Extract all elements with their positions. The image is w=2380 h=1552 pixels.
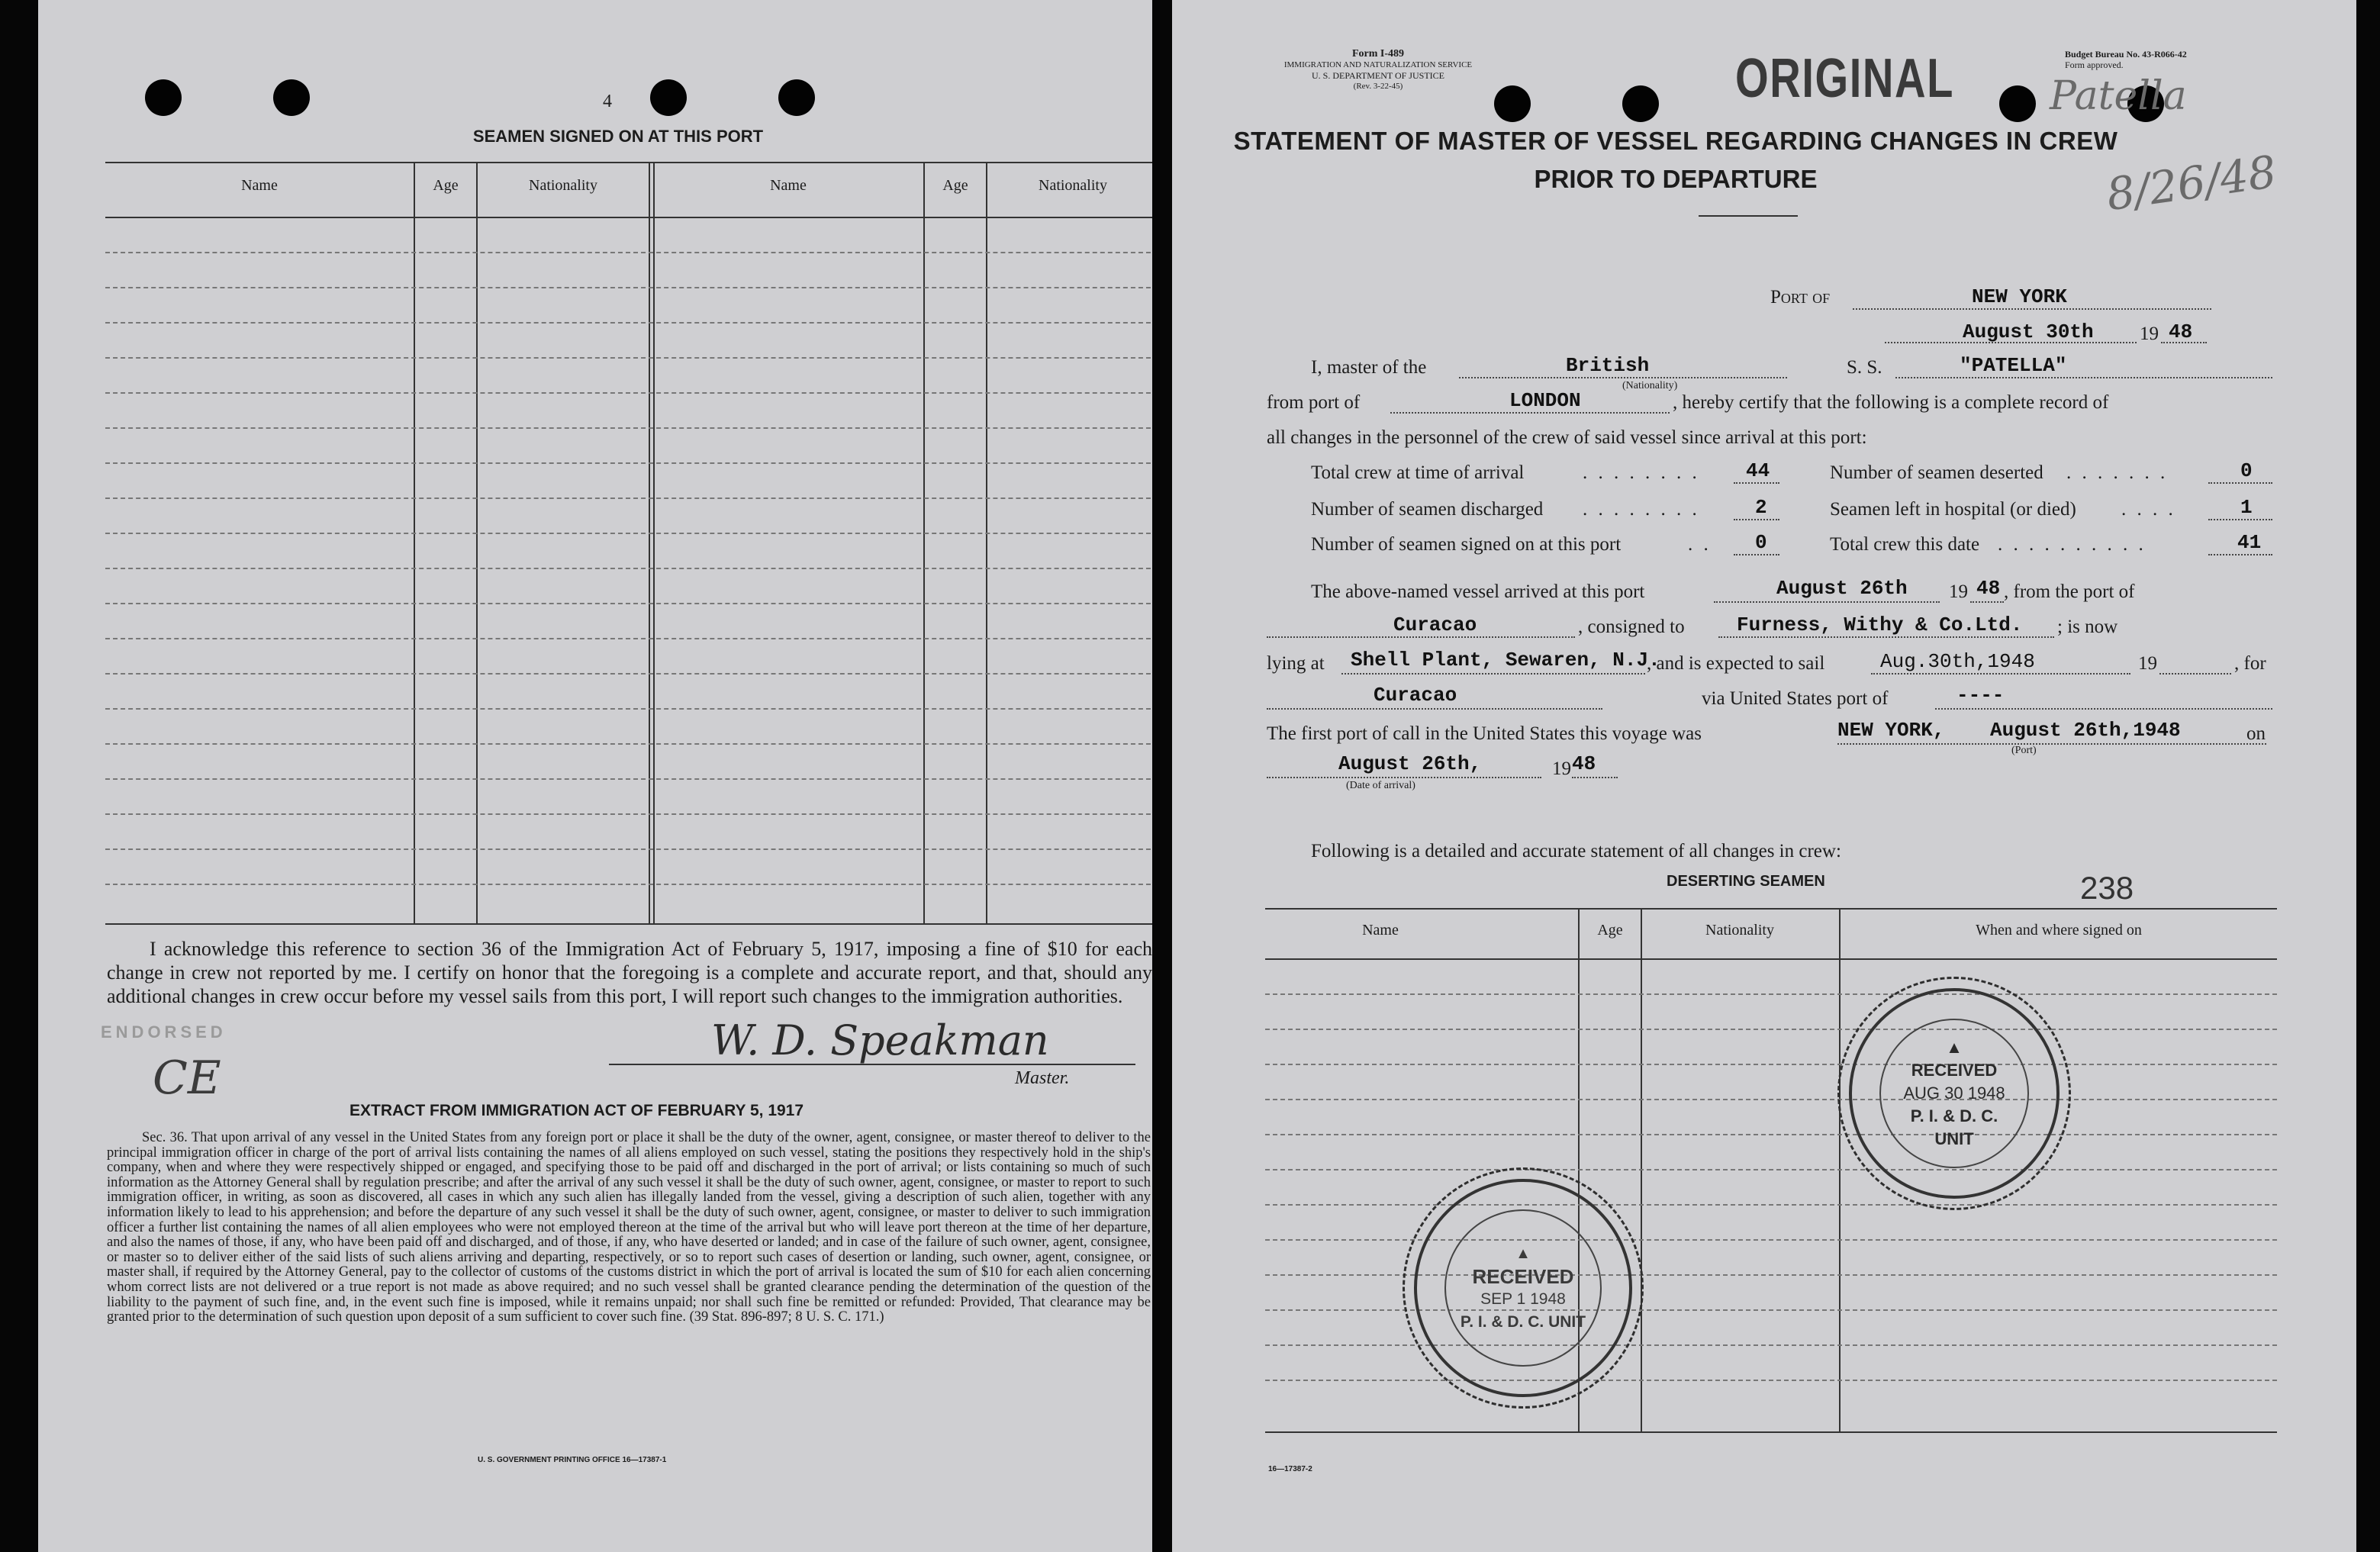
certify-text: , hereby certify that the following is a complete record of: [1673, 392, 2109, 413]
all-changes-text: all changes in the personnel of the crew of said vessel since arrival at this port:: [1267, 427, 1867, 448]
arrival-caption: (Date of arrival): [1346, 780, 1415, 791]
column-header: Age: [433, 177, 459, 194]
lying-at-value: Shell Plant, Sewaren, N.J.: [1351, 649, 1660, 671]
page-number: 4: [603, 92, 612, 111]
punch-hole: [145, 79, 182, 116]
stat-value: 0: [2240, 459, 2253, 482]
stat-label: Total crew this date: [1830, 534, 1980, 555]
master-label: Master.: [1015, 1068, 1070, 1088]
stat-label: Total crew at time of arrival: [1311, 462, 1525, 483]
punch-hole: [650, 79, 687, 116]
initials-signature: CE: [153, 1051, 221, 1105]
stat-label: Seamen left in hospital (or died): [1830, 499, 2076, 520]
arrived-label: The above-named vessel arrived at this port: [1311, 581, 1645, 602]
punch-hole: [778, 79, 815, 116]
arrived-year: 48: [1976, 577, 2001, 600]
column-header: Age: [942, 177, 968, 194]
punch-hole: [1494, 85, 1531, 122]
from-port-value: LONDON: [1509, 389, 1581, 412]
column-header: When and where signed on: [1976, 922, 2142, 939]
statement-date: August 30th: [1963, 320, 2094, 343]
stat-label: Number of seamen signed on at this port: [1311, 534, 1622, 555]
stat-value: 2: [1755, 496, 1767, 519]
stat-value: 1: [2240, 496, 2253, 519]
nationality-value: British: [1566, 354, 1650, 377]
from-port2-value: Curacao: [1393, 613, 1477, 636]
column-header: Nationality: [1705, 922, 1774, 939]
left-page: [38, 0, 1152, 1552]
stat-value: 0: [1755, 531, 1767, 554]
stat-value: 44: [1746, 459, 1770, 482]
statement-year: 48: [2169, 320, 2193, 343]
lying-at-label: lying at: [1267, 653, 1325, 674]
port-caption: (Port): [2011, 745, 2037, 756]
year-prefix: 19: [2140, 324, 2159, 344]
first-port-value: NEW YORK,: [1837, 719, 1945, 742]
for-label: , for: [2234, 653, 2266, 674]
consigned-label: , consigned to: [1578, 617, 1685, 637]
column-header: Nationality: [529, 177, 597, 194]
extract-text: Sec. 36. That upon arrival of any vessel in the United States from any foreign port or place it shall be the duty of the owner, agent, consignee, or master thereof to deliver to the principal immigration officer in charge of the port of arrival lists containing the names of all aliens employed on such vessel, stating the positions they respectively hold in the ship's company, when and where they were respectively shipped or engaged, and specifying those to be paid off and discharged in the port of arrival; or lists containing so much of such information as the Attorney General shall by regulation prescribe; and after the arrival of any such vessel it shall be the duty of such owner, agent, consignee, or master to report to such immigration officer, in writing, as soon as discovered, all cases in which any such alien has illegally landed from the vessel, giving a description of such alien, together with any information likely to lead to his apprehension; and before the departure of any such vessel it shall be the duty of such owner, agent, consignee, or master to deliver to such immigration officer a further list containing the names of all alien employees who were not employed thereon at the time of the arrival but who will leave port thereon at the time of her departure, and also the names of those, if any, who have been paid off and discharged, and of those, if any, who have deserted or landed; and in case of the failure of such owner, agent, consignee, or master so to deliver either of the said lists of such aliens arriving and departing, respectively, or so to report such cases of desertion or landing, such owner, agent, consignee, or master shall, if required by the Attorney General, pay to the collector of customs of the customs district in which the port of arrival is located the sum of $10 for each alien concerning whom correct lists are not delivered or a true report is not made as above required; and no such vessel shall be granted clearance pending the determination of the question of the liability to the payment of such fine, and, in the event such fine is imposed, while it remains unpaid; nor shall such fine be remitted or refunded: Provided, That clearance may be granted prior to the determination of such question upon deposit of a sum sufficient to cover such fine. (39 Stat. 896-897; 8 U. S. C. 171.): [107, 1130, 1151, 1325]
nationality-caption: (Nationality): [1622, 380, 1678, 391]
arrival-year-prefix: 19: [1552, 758, 1571, 779]
printing-footer: U. S. GOVERNMENT PRINTING OFFICE 16—17387-1: [478, 1456, 667, 1464]
from-port-label: from port of: [1267, 392, 1361, 413]
stat-value: 41: [2237, 531, 2262, 554]
first-port-label: The first port of call in the United States this voyage was: [1267, 723, 1702, 744]
form-footer: 16—17387-2: [1268, 1465, 1312, 1473]
acknowledgment-text: I acknowledge this reference to section 36 of the Immigration Act of February 5, 1917, imposing a fine of $10 for each change in crew not reported by me. I certify on honor that the foregoing is a complete and accurate report, and that, should any additional changes in crew occur before my vessel sails from this port, I will report such changes to the immigration authorities.: [107, 938, 1152, 1007]
punch-hole: [1622, 85, 1659, 122]
following-text: Following is a detailed and accurate statement of all changes in crew:: [1311, 841, 1841, 861]
expected-label: , and is expected to sail: [1647, 653, 1825, 674]
consignee-value: Furness, Withy & Co.Ltd.: [1737, 613, 2023, 636]
budget-bureau: Budget Bureau No. 43-R066-42 Form approved.: [2065, 49, 2187, 70]
endorsed-stamp: ENDORSED: [101, 1022, 227, 1042]
ship-name: "PATELLA": [1960, 354, 2067, 377]
stat-label: Number of seamen discharged: [1311, 499, 1544, 520]
master-signature: W. D. Speakman: [711, 1016, 1049, 1064]
port-of-label: Port of: [1770, 287, 1831, 308]
page-stamp-number: 238: [2080, 870, 2134, 906]
handwritten-ship-name: Patella: [2050, 73, 2187, 119]
original-stamp: ORIGINAL: [1735, 48, 1955, 109]
punch-hole: [1999, 85, 2036, 122]
form-header: Form I-489 IMMIGRATION AND NATURALIZATION SERVICE U. S. DEPARTMENT OF JUSTICE (Rev. 3-22-45): [1283, 48, 1473, 91]
column-header: Name: [770, 177, 807, 194]
first-port-date: August 26th,1948: [1990, 719, 2181, 742]
via-value: ----: [1956, 684, 2005, 707]
punch-hole: [273, 79, 310, 116]
column-header: Nationality: [1039, 177, 1107, 194]
handwritten-date: 8/26/48: [2103, 145, 2280, 221]
is-now-label: ; is now: [2057, 617, 2118, 637]
port-of-value: NEW YORK: [1972, 285, 2067, 308]
deserting-title: DESERTING SEAMEN: [1667, 873, 1825, 890]
destination-value: Curacao: [1374, 684, 1457, 707]
via-label: via United States port of: [1702, 688, 1889, 709]
form-title-line1: STATEMENT OF MASTER OF VESSEL REGARDING CHANGES IN CREW: [1233, 127, 2118, 155]
received-stamp-aug: ▲ RECEIVED AUG 30 1948 P. I. & D. C. UNIT: [1837, 977, 2071, 1210]
received-stamp-sep: ▲ RECEIVED SEP 1 1948 P. I. & D. C. UNIT: [1403, 1167, 1644, 1409]
ss-label: S. S.: [1847, 357, 1882, 378]
stat-label: Number of seamen deserted: [1830, 462, 2043, 483]
extract-title: EXTRACT FROM IMMIGRATION ACT OF FEBRUARY 5, 1917: [349, 1102, 804, 1119]
right-page: Form I-489 IMMIGRATION AND NATURALIZATION SERVICE U. S. DEPARTMENT OF JUSTICE (Rev. 3-22-45) ORIGINAL Budget Bureau No. 43-R066-42 Form approved. Patella 8/26/48 STATEMENT OF MASTER OF VESSEL REGARDING CHANGES IN CREW PRIOR TO DEPARTURE Port of NEW YORK August 30th 19 48 I, master of the British (Nationality) S. S. "PATELLA" from port of LONDON , hereby certify that the following is a complete record of all changes in the personnel of the crew of said vessel since arrival at this port: Total crew at time of arrival . . . . . . . . 44 Number of seamen discharged . . . . . . . . 2 Number of seamen signed on at this port . . 0 Number of seamen deserted . . . . . . . 0 Seamen left in hospital (or died) . . . . 1 Total crew this date . . . . . . . . . . 41 The above-named vessel arrived at this port August 26th 19 48 , from the port of Curacao , consigned to Furness, Withy & Co.Ltd. ; is now lying at Shell Plant, Sewaren, N.J. , and is expected to sail Aug.30th,1948 19 , for Curacao via United States port of ---- The first port of call in the United States this voyage was NEW YORK, August 26th,1948 (Port) on August 26th, 19 48 (Date of arrival) Following is a detailed and accurate statement of all changes in crew: DESERTING SEAMEN 238 Name Age Nationality When and where signed on ▲ RECEIVED AUG 30 1948 P. I. & D. C. UNIT ▲ RECEIVED SEP 1 1948 P. I. & D. C. UNIT 16—17387-2: [1172, 0, 2356, 1552]
master-of-label: I, master of the: [1311, 357, 1427, 378]
column-header: Age: [1597, 922, 1623, 939]
column-header: Name: [241, 177, 278, 194]
arrived-year-prefix: 19: [1949, 581, 1968, 602]
arrival-year: 48: [1572, 752, 1596, 775]
arrival-date-value: August 26th,: [1338, 752, 1482, 775]
table-title: SEAMEN SIGNED ON AT THIS PORT: [472, 127, 764, 146]
on-label: on: [2246, 723, 2266, 744]
arrived-date: August 26th: [1776, 577, 1908, 600]
column-header: Name: [1362, 922, 1399, 939]
sail-year-prefix: 19: [2138, 653, 2157, 674]
sail-date: Aug.30th,1948: [1880, 650, 2035, 673]
form-title-line2: PRIOR TO DEPARTURE: [1534, 165, 1818, 193]
from-the-port-label: , from the port of: [2004, 581, 2135, 602]
